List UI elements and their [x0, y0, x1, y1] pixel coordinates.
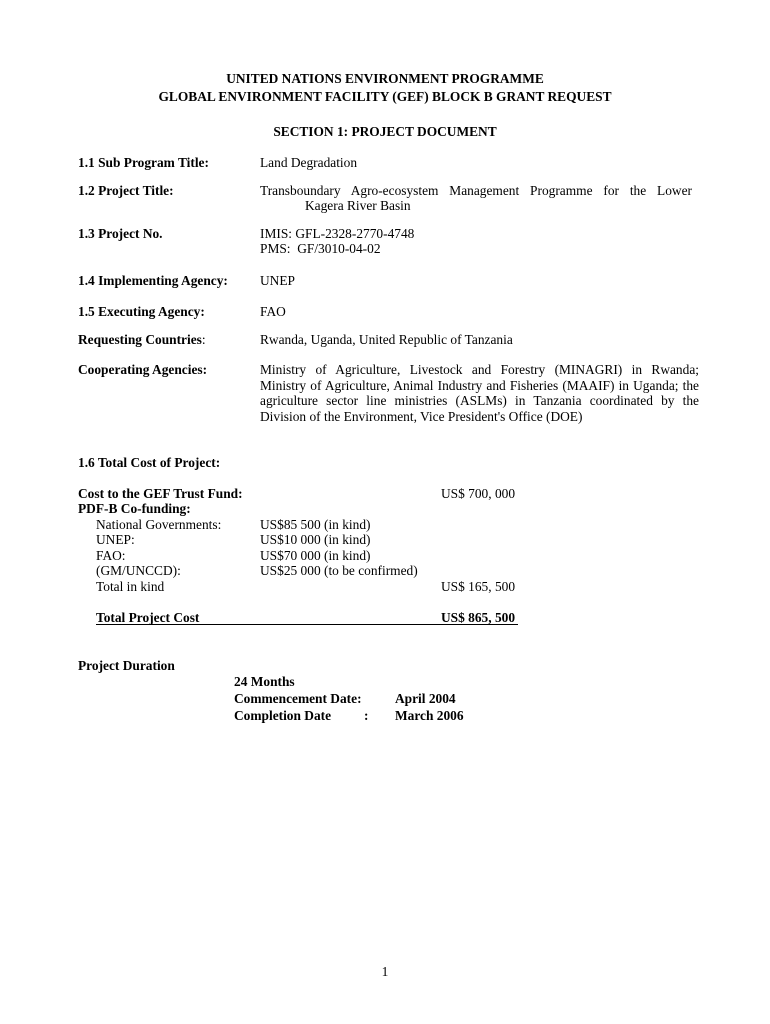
completion-date-label: Completion Date — [234, 708, 332, 723]
gef-trust-fund-label: Cost to the GEF Trust Fund: — [78, 486, 243, 501]
implementing-agency-value: UNEP — [260, 273, 295, 288]
project-title-label: 1.2 Project Title: — [78, 183, 174, 198]
project-title-value-line2: Kagera River Basin — [305, 198, 411, 213]
gef-trust-fund-value: US$ 700, 000 — [441, 486, 516, 501]
header-line-1: UNITED NATIONS ENVIRONMENT PROGRAMME — [226, 71, 544, 86]
implementing-agency-label: 1.4 Implementing Agency: — [78, 273, 228, 288]
cofunding-row-value: US$10 000 (in kind) — [260, 532, 371, 547]
requesting-countries-value: Rwanda, Uganda, United Republic of Tanzania — [260, 332, 513, 347]
sub-program-value: Land Degradation — [260, 155, 358, 170]
cofunding-row-label: UNEP: — [96, 532, 135, 547]
cofunding-row-label: FAO: — [96, 548, 126, 563]
total-cost-heading: 1.6 Total Cost of Project: — [78, 455, 221, 470]
total-project-cost-value: US$ 865, 500 — [441, 610, 516, 625]
sub-program-label: 1.1 Sub Program Title: — [78, 155, 209, 170]
requesting-countries-label: Requesting Countries — [78, 332, 202, 347]
cooperating-agencies-label: Cooperating Agencies: — [78, 362, 208, 377]
header-line-2: GLOBAL ENVIRONMENT FACILITY (GEF) BLOCK B GRANT REQUEST — [158, 89, 612, 104]
total-in-kind-value: US$ 165, 500 — [441, 579, 516, 594]
cofunding-row-label: National Governments: — [96, 517, 222, 532]
cofunding-row-label: (GM/UNCCD): — [96, 563, 181, 578]
total-project-cost-underline — [96, 624, 518, 625]
requesting-countries-colon: : — [201, 332, 206, 347]
project-no-pms: PMS: GF/3010-04-02 — [260, 241, 381, 256]
project-title-value-line1: Transboundary Agro-ecosystem Management Programme for the Lower — [260, 183, 692, 198]
project-no-label: 1.3 Project No. — [78, 226, 163, 241]
completion-date-colon: : — [364, 708, 369, 723]
commencement-date-label: Commencement Date: — [234, 691, 362, 706]
completion-date-value: March 2006 — [395, 708, 464, 723]
cofunding-row-value: US$70 000 (in kind) — [260, 548, 371, 563]
executing-agency-value: FAO — [260, 304, 286, 319]
requesting-countries-label-row — [78, 332, 206, 348]
commencement-date-value: April 2004 — [395, 691, 456, 706]
page-number: 1 — [381, 964, 389, 979]
project-duration-label: Project Duration — [78, 658, 175, 673]
cofunding-row-value: US$25 000 (to be confirmed) — [260, 563, 418, 578]
total-project-cost-label: Total Project Cost — [96, 610, 200, 625]
executing-agency-label: 1.5 Executing Agency: — [78, 304, 205, 319]
cofunding-row-value: US$85 500 (in kind) — [260, 517, 371, 532]
duration-months: 24 Months — [234, 674, 295, 689]
project-no-imis: IMIS: GFL-2328-2770-4748 — [260, 226, 415, 241]
total-in-kind-label: Total in kind — [96, 579, 165, 594]
section-title: SECTION 1: PROJECT DOCUMENT — [273, 124, 497, 139]
cofunding-label: PDF-B Co-funding: — [78, 501, 191, 516]
cooperating-agencies-value: Ministry of Agriculture, Livestock and Forestry (MINAGRI) in Rwanda; Ministry of Agriculture, Animal Industry and Fisheries (MAAIF) in Uganda; the agriculture sector line ministries (ASLMs) in Tanzania coordinated by the Division of the Environment, Vice President's Office (DOE) — [260, 362, 699, 424]
